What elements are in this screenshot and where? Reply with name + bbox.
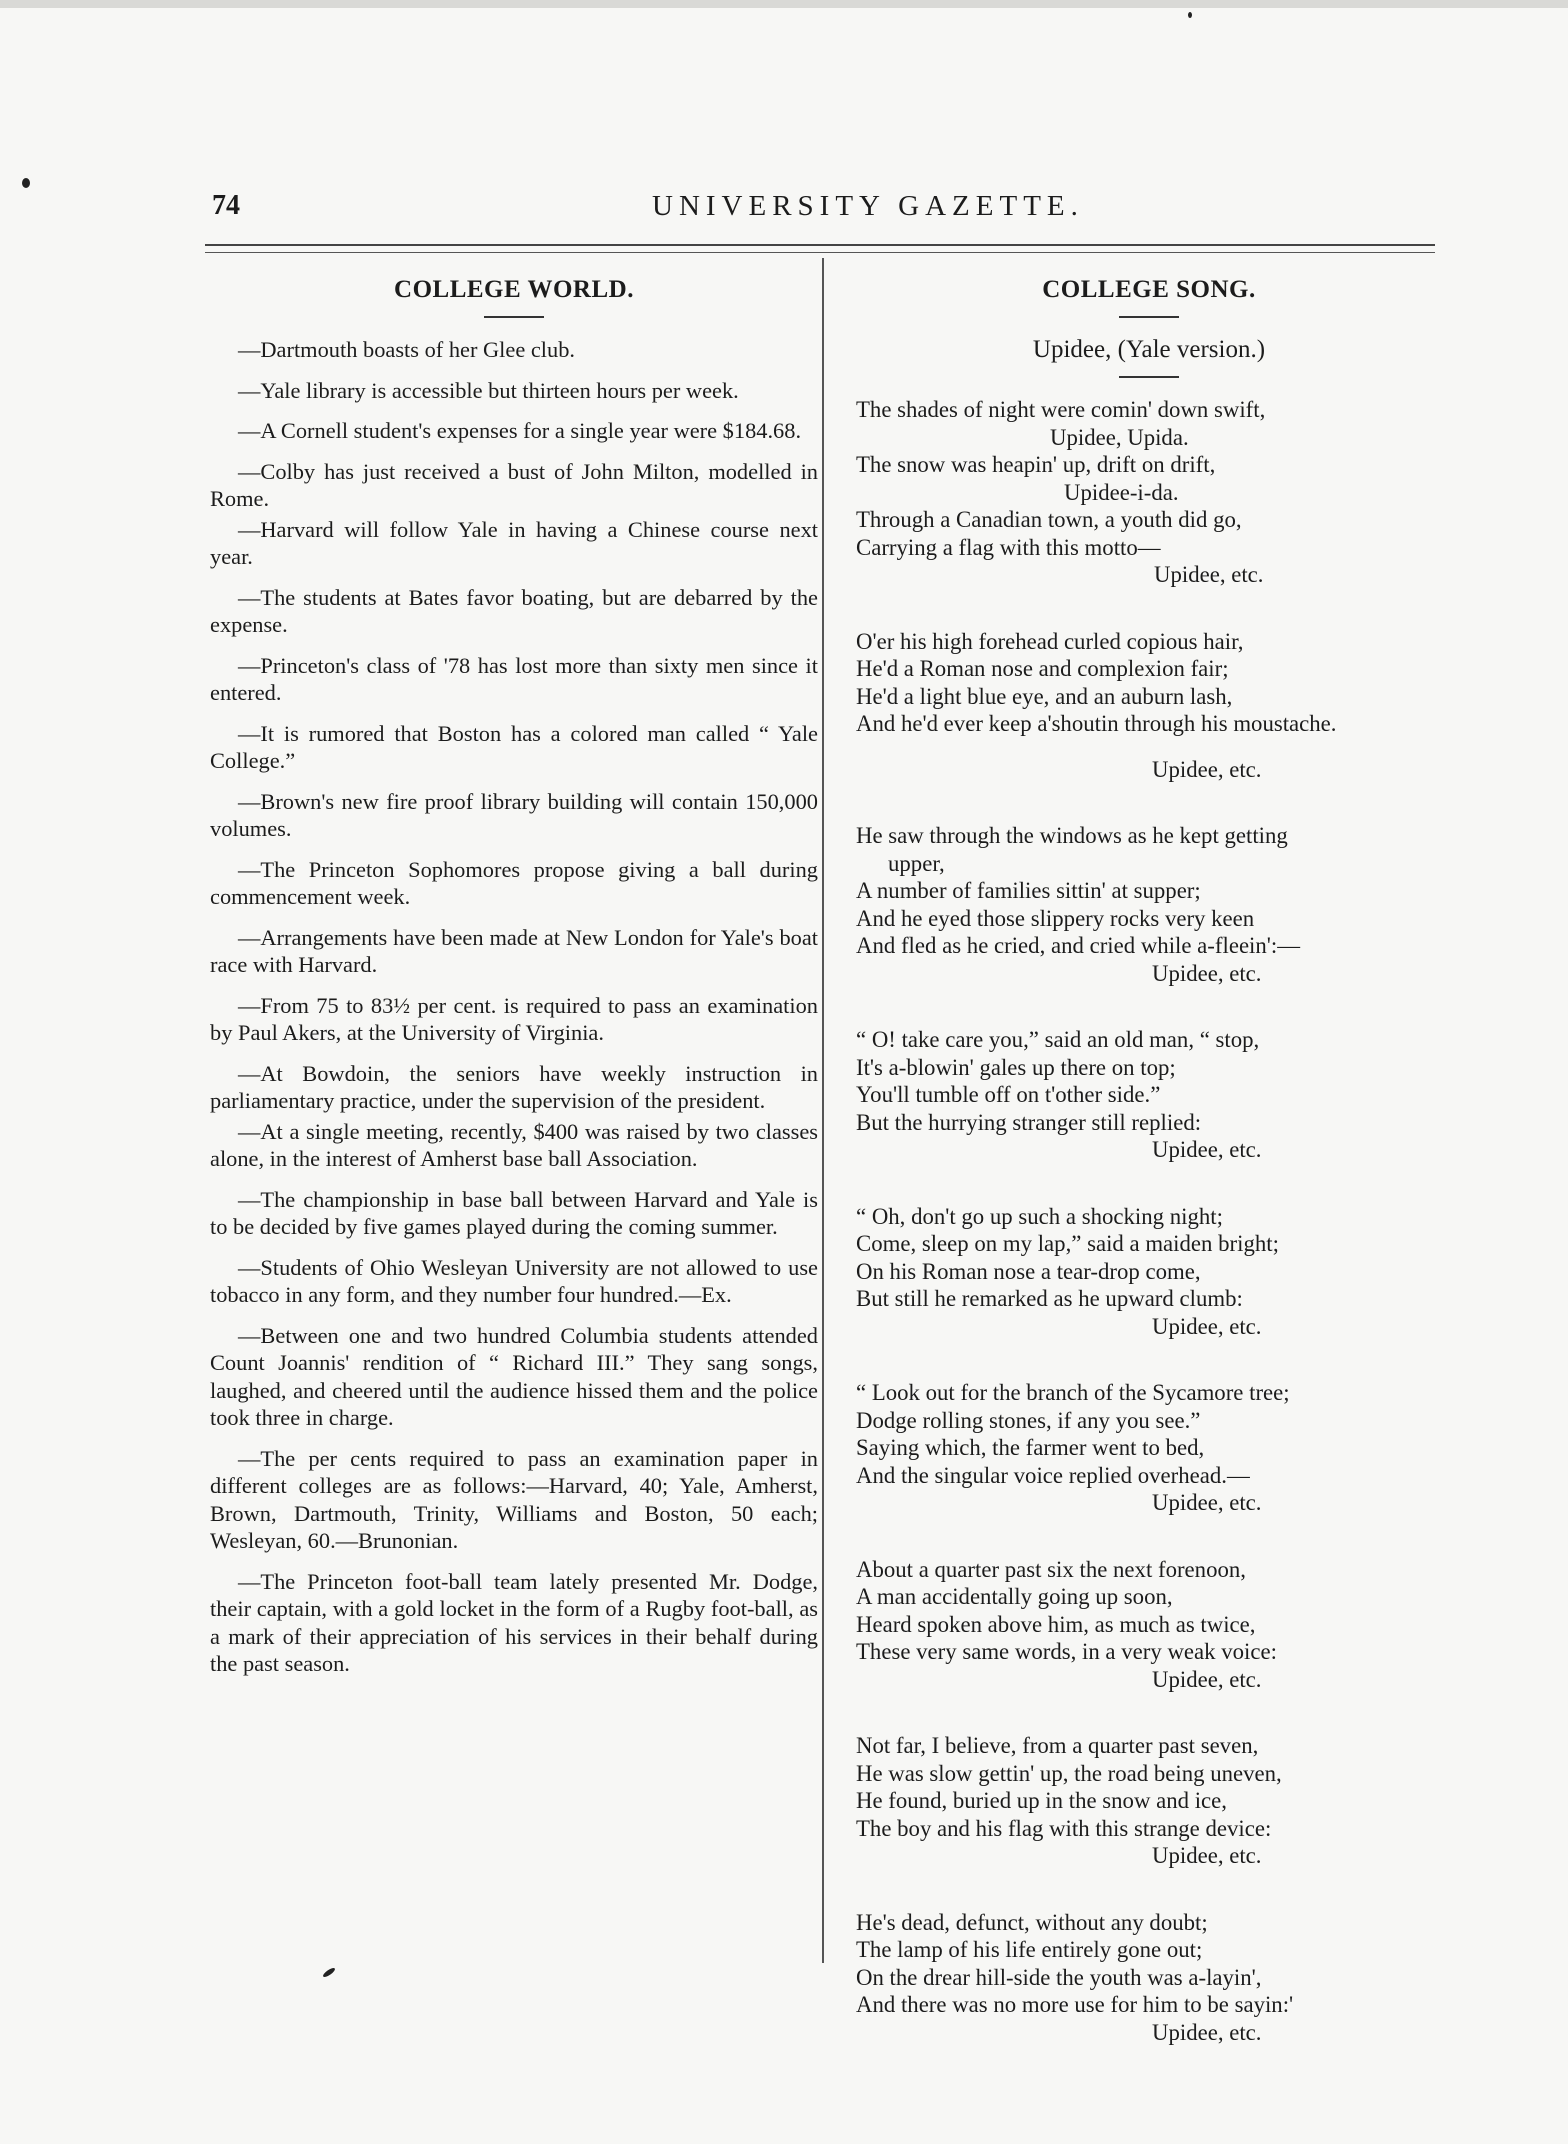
verse-line: And the singular voice replied overhead.—: [856, 1462, 1250, 1488]
refrain-line: Upidee, etc.: [1152, 1666, 1262, 1692]
news-item: —The Princeton Sophomores propose giving a ball during commencement week.: [210, 856, 818, 909]
verse-line: “ O! take care you,” said an old man, “ stop,: [856, 1027, 1260, 1052]
scan-speck: [22, 178, 30, 188]
scan-speck: [1188, 12, 1192, 18]
verse-line: He'd a Roman nose and complexion fair;: [856, 656, 1229, 681]
header-rule: [205, 244, 1435, 253]
verse-line: He saw through the windows as he kept getting: [856, 823, 1288, 848]
news-item: —Students of Ohio Wesleyan University are not allowed to use tobacco in any form, and they number four hundred.—Ex.: [210, 1254, 818, 1307]
refrain-line: Upidee, etc.: [1154, 562, 1264, 587]
news-item: —Yale library is accessible but thirteen hours per week.: [238, 377, 739, 403]
verse-line: About a quarter past six the next forenoon,: [856, 1556, 1246, 1582]
verse-line: But still he remarked as he upward clumb:: [856, 1286, 1243, 1311]
song-stanza: [856, 1732, 1446, 1870]
verse-line: He was slow gettin' up, the road being uneven,: [856, 1760, 1282, 1786]
verse-line: Come, sleep on my lap,” said a maiden bright;: [856, 1231, 1279, 1256]
verse-line: You'll tumble off on t'other side.”: [856, 1082, 1161, 1107]
news-item: —Princeton's class of '78 has lost more than sixty men since it entered.: [210, 652, 818, 705]
news-item: —Dartmouth boasts of her Glee club.: [238, 337, 576, 362]
verse-line: He's dead, defunct, without any doubt;: [856, 1909, 1208, 1935]
column-divider: [822, 258, 824, 1963]
news-item: —Colby has just received a bust of John Milton, modelled in Rome.: [210, 458, 818, 511]
news-item: —Harvard will follow Yale in having a Chinese course next year.: [210, 516, 818, 569]
song-stanza: [856, 1379, 1446, 1517]
news-item: —The Princeton foot-ball team lately presented Mr. Dodge, their captain, with a gold locket in the form of a Rugby foot-ball, as a mark of their appreciation of his services in their behalf during the past season.: [210, 1568, 818, 1676]
refrain-line: Upidee, etc.: [1152, 756, 1262, 782]
verse-line: He found, buried up in the snow and ice,: [856, 1788, 1227, 1813]
college-world-column: [210, 268, 818, 1691]
song-stanza: [856, 1203, 1446, 1341]
verse-line: The snow was heapin' up, drift on drift,: [856, 452, 1216, 477]
refrain-line: Upidee, etc.: [1152, 1137, 1262, 1162]
song-title: Upidee, (Yale version.): [1032, 336, 1266, 363]
verse-line: Saying which, the farmer went to bed,: [856, 1435, 1205, 1460]
verse-line: Not far, I believe, from a quarter past seven,: [856, 1733, 1259, 1758]
news-item: —The championship in base ball between Harvard and Yale is to be decided by five games played during the coming summer.: [210, 1186, 818, 1239]
refrain-line: Upidee, etc.: [1152, 1490, 1262, 1515]
song-stanza: [856, 396, 1446, 589]
scan-speck: [322, 1966, 336, 1978]
verse-line: upper,: [888, 850, 945, 876]
verse-line: And fled as he cried, and cried while a-fleein':—: [856, 933, 1301, 958]
refrain-line: Upidee, etc.: [1152, 2019, 1262, 2045]
verse-line: He'd a light blue eye, and an auburn lash,: [856, 683, 1233, 709]
verse-line: On his Roman nose a tear-drop come,: [856, 1258, 1201, 1284]
verse-line: A number of families sittin' at supper;: [856, 878, 1201, 903]
verse-line: These very same words, in a very weak voice:: [856, 1639, 1277, 1664]
song-stanza: [856, 1909, 1446, 2047]
verse-line: Dodge rolling stones, if any you see.”: [856, 1407, 1201, 1433]
verse-line: A man accidentally going up soon,: [856, 1584, 1173, 1609]
verse-line: Through a Canadian town, a youth did go,: [856, 507, 1242, 532]
verse-line: “ Oh, don't go up such a shocking night;: [856, 1203, 1223, 1229]
verse-line: The shades of night were comin' down swift,: [856, 397, 1266, 422]
news-item: —At Bowdoin, the seniors have weekly instruction in parliamentary practice, under the supervision of the president.: [210, 1060, 818, 1113]
verse-line: Carrying a flag with this motto—: [856, 534, 1161, 560]
scan-edge: [0, 0, 1568, 8]
news-item: —The students at Bates favor boating, but are debarred by the expense.: [210, 584, 818, 637]
refrain-line: Upidee, etc.: [1152, 960, 1262, 986]
news-item: —The per cents required to pass an examination paper in different colleges are as follows:—Harvard, 40; Yale, Amherst, Brown, Dartmouth, Trinity, Williams and Boston, 50 each; Wesleyan, 60.—Brunonian.: [210, 1445, 818, 1553]
news-item: —It is rumored that Boston has a colored man called “ Yale College.”: [210, 720, 818, 773]
refrain-line: Upidee, Upida.: [1050, 424, 1189, 450]
refrain-line: Upidee-i-da.: [1064, 479, 1179, 505]
verse-line: And there was no more use for him to be sayin:': [856, 1992, 1294, 2017]
title-rule: [484, 316, 544, 318]
news-item: —Between one and two hundred Columbia students attended Count Joannis' rendition of “ Richard III.” They sang songs, laughed, and cheered until the audience hissed them and the police took three in charge.: [210, 1322, 818, 1430]
page-header: [212, 190, 1432, 230]
news-item: —From 75 to 83½ per cent. is required to pass an examination by Paul Akers, at the University of Virginia.: [210, 992, 818, 1045]
verse-line: On the drear hill-side the youth was a-layin',: [856, 1964, 1262, 1990]
verse-line: O'er his high forehead curled copious hair,: [856, 628, 1244, 654]
news-item: —A Cornell student's expenses for a single year were $184.68.: [238, 418, 802, 443]
refrain-line: Upidee, etc.: [1152, 1313, 1262, 1339]
verse-line: And he'd ever keep a'shoutin through his moustache.: [856, 711, 1337, 736]
subtitle-rule: [1119, 376, 1179, 378]
song-stanza: [856, 1556, 1446, 1694]
song-stanza: [856, 1026, 1446, 1164]
verse-line: Heard spoken above him, as much as twice,: [856, 1611, 1256, 1637]
song-stanza: [856, 628, 1446, 784]
song-section-title: COLLEGE SONG.: [1042, 276, 1256, 303]
verse-line: And he eyed those slippery rocks very keen: [856, 905, 1255, 931]
song-stanza: [856, 822, 1446, 987]
verse-line: The boy and his flag with this strange device:: [856, 1815, 1272, 1841]
column-title: COLLEGE WORLD.: [394, 276, 634, 303]
journal-title: UNIVERSITY GAZETTE.: [652, 190, 1084, 222]
news-item: —At a single meeting, recently, $400 was raised by two classes alone, in the interest of Amherst base ball Association.: [210, 1118, 818, 1171]
verse-line: But the hurrying stranger still replied:: [856, 1109, 1202, 1135]
verse-line: “ Look out for the branch of the Sycamore tree;: [856, 1380, 1290, 1405]
refrain-line: Upidee, etc.: [1152, 1843, 1262, 1868]
verse-line: The lamp of his life entirely gone out;: [856, 1937, 1203, 1962]
college-song-column: [852, 268, 1446, 2085]
news-item: —Arrangements have been made at New London for Yale's boat race with Harvard.: [210, 924, 818, 977]
verse-line: It's a-blowin' gales up there on top;: [856, 1054, 1176, 1080]
news-item: —Brown's new fire proof library building will contain 150,000 volumes.: [210, 788, 818, 841]
page-number: 74: [212, 190, 240, 221]
title-rule: [1119, 316, 1179, 318]
